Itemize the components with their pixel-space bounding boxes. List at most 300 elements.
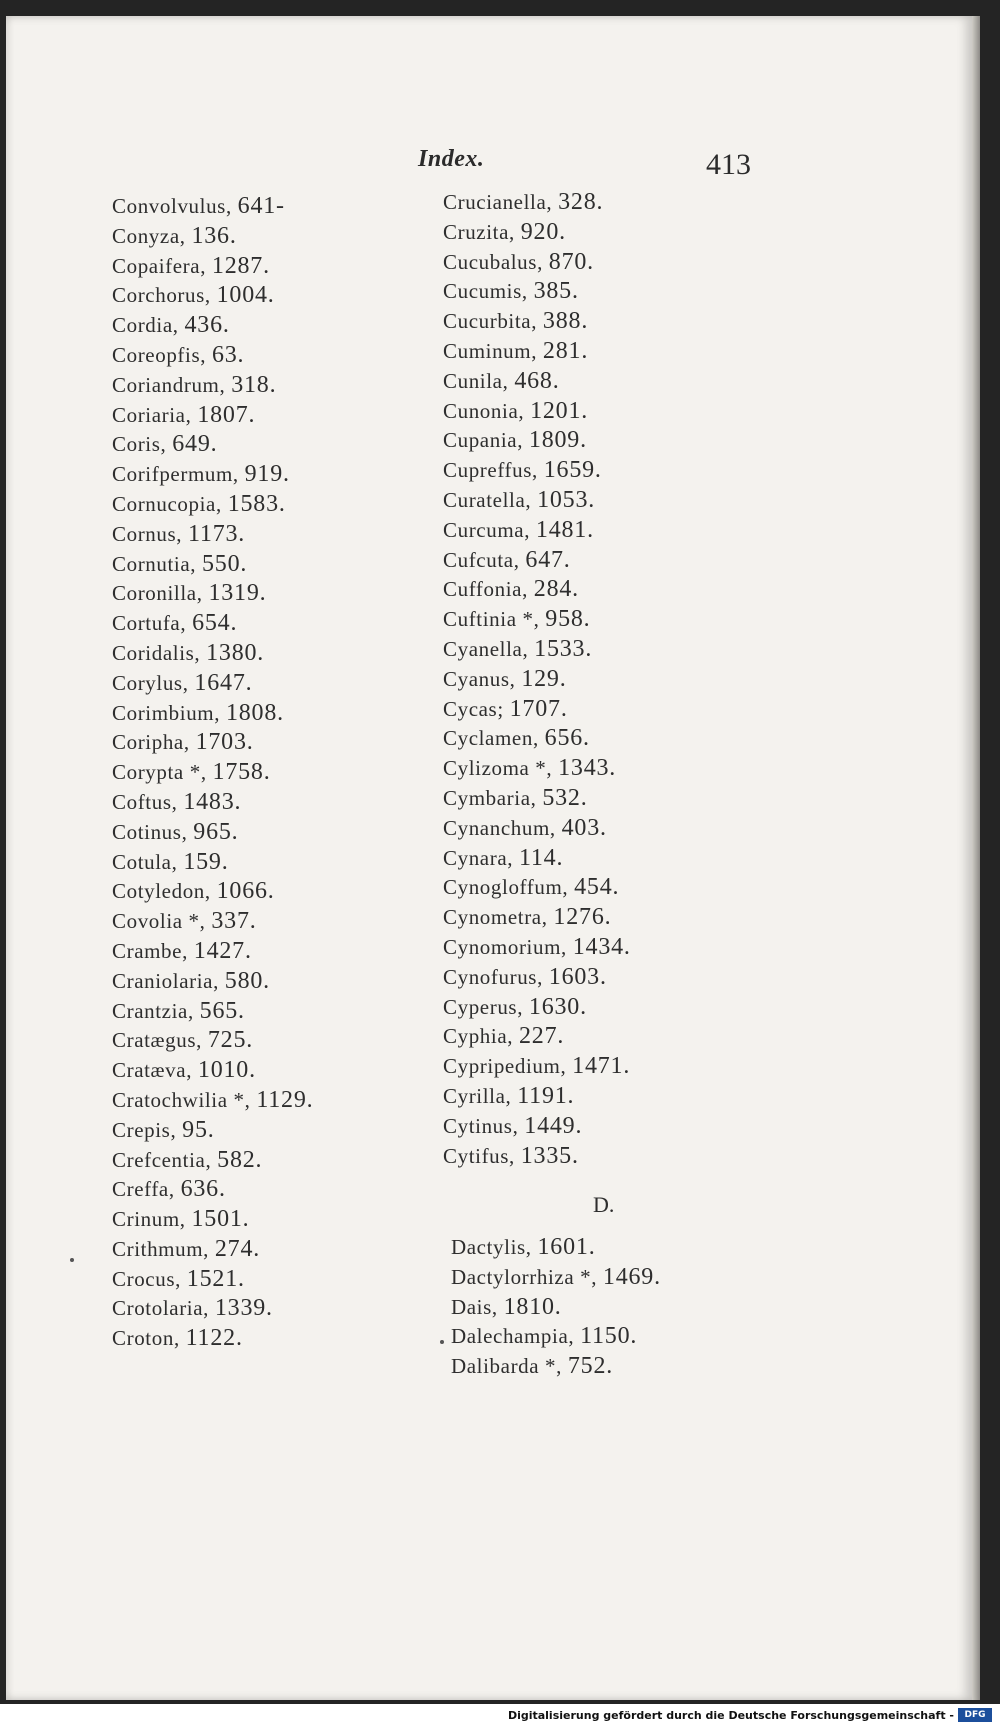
separator: , bbox=[179, 223, 192, 248]
index-term: Cuffonia bbox=[443, 577, 523, 602]
index-entry bbox=[443, 307, 631, 337]
index-term: Cordia bbox=[112, 313, 173, 338]
separator: , bbox=[524, 517, 536, 542]
page-reference: 284. bbox=[533, 576, 579, 603]
separator: , bbox=[225, 194, 238, 218]
index-entry bbox=[443, 635, 631, 665]
index-term: Dactylis bbox=[451, 1235, 526, 1259]
index-term: Cyanella bbox=[443, 636, 523, 661]
separator: , bbox=[179, 1207, 192, 1232]
index-term: Coripha bbox=[112, 730, 184, 755]
index-term: Crinum bbox=[112, 1207, 180, 1232]
index-term: Cyphia bbox=[443, 1024, 508, 1049]
separator: , bbox=[509, 666, 522, 691]
index-term: Coris bbox=[112, 432, 161, 457]
page-reference: 1603. bbox=[548, 963, 607, 990]
page-reference: 1471. bbox=[572, 1053, 631, 1080]
index-entry bbox=[443, 516, 631, 546]
page-reference: 1150. bbox=[580, 1323, 638, 1350]
separator: , bbox=[244, 1087, 257, 1112]
page-reference: 1630. bbox=[528, 993, 587, 1020]
page-reference: 582. bbox=[217, 1146, 263, 1173]
dfg-logo: DFG bbox=[958, 1708, 992, 1722]
separator: , bbox=[509, 1143, 521, 1168]
index-term: Copaifera bbox=[112, 253, 201, 278]
page-reference: 1427. bbox=[193, 937, 252, 964]
separator: , bbox=[232, 462, 245, 487]
page-reference: 227. bbox=[518, 1023, 565, 1050]
index-term: Crotolaria bbox=[112, 1296, 204, 1321]
separator: , bbox=[215, 491, 228, 516]
index-term: Cucumis bbox=[443, 279, 522, 304]
index-entry bbox=[112, 758, 313, 788]
page-reference: 1533. bbox=[534, 635, 593, 662]
page-reference: 1335. bbox=[520, 1142, 579, 1169]
separator: , bbox=[517, 994, 529, 1019]
page-reference: 1004. bbox=[216, 282, 275, 309]
page-reference: 436. bbox=[184, 312, 230, 339]
index-entry bbox=[443, 218, 631, 248]
index-entry bbox=[112, 609, 313, 639]
separator: , bbox=[525, 1235, 538, 1259]
index-entry bbox=[112, 1116, 313, 1146]
separator: , bbox=[507, 1024, 519, 1049]
index-term: Cynofurus bbox=[443, 964, 538, 989]
index-term: Dais bbox=[451, 1294, 492, 1319]
page-reference: 1173. bbox=[187, 520, 246, 547]
index-entry bbox=[443, 397, 631, 427]
index-term: Cortufa bbox=[112, 611, 181, 636]
separator: , bbox=[502, 368, 515, 393]
index-entry bbox=[112, 728, 313, 758]
index-entry bbox=[112, 639, 313, 669]
index-term: Conyza bbox=[112, 223, 180, 248]
page-reference: 725. bbox=[207, 1027, 254, 1054]
index-entry bbox=[112, 192, 313, 222]
index-entry bbox=[443, 367, 631, 397]
separator: , bbox=[522, 636, 535, 661]
page-reference: 1601. bbox=[537, 1234, 596, 1260]
separator: , bbox=[532, 726, 545, 751]
index-entry bbox=[443, 1052, 631, 1082]
page-reference: 274. bbox=[214, 1235, 261, 1262]
page-reference: 1809. bbox=[528, 427, 587, 454]
index-entry bbox=[443, 277, 631, 307]
page-reference: 1343. bbox=[558, 755, 617, 782]
separator: , bbox=[530, 785, 543, 810]
index-entry bbox=[112, 430, 313, 460]
index-term: Cuftinia * bbox=[443, 607, 534, 632]
index-entry bbox=[112, 1175, 313, 1205]
separator: , bbox=[549, 815, 562, 840]
page-reference: 1287. bbox=[211, 252, 270, 279]
index-term: Cyanus bbox=[443, 666, 510, 691]
page-reference: 1449. bbox=[524, 1112, 583, 1139]
index-entry bbox=[112, 967, 313, 997]
index-column-left bbox=[112, 192, 313, 1354]
index-term: Curatella bbox=[443, 487, 526, 512]
index-term: Coriandrum bbox=[112, 372, 220, 397]
index-entry bbox=[112, 1205, 313, 1235]
separator: , bbox=[185, 402, 198, 427]
index-term: Cratægus bbox=[112, 1028, 197, 1053]
index-term: Coronilla bbox=[112, 581, 197, 606]
index-entry bbox=[451, 1293, 661, 1323]
page-reference: 919. bbox=[244, 461, 290, 488]
separator: , bbox=[203, 1236, 215, 1261]
separator: , bbox=[196, 1028, 208, 1053]
page-reference: 403. bbox=[561, 814, 607, 841]
index-entry bbox=[112, 907, 313, 937]
index-entry bbox=[443, 844, 631, 874]
ink-speck bbox=[440, 1340, 444, 1344]
index-entry bbox=[112, 788, 313, 818]
page-reference: 1053. bbox=[537, 486, 596, 513]
separator: , bbox=[186, 1058, 198, 1083]
page-reference: 1647. bbox=[194, 669, 253, 696]
index-entry bbox=[443, 1142, 631, 1172]
page-reference: 649. bbox=[172, 431, 218, 458]
page-reference: 1469. bbox=[602, 1263, 661, 1290]
separator: , bbox=[171, 789, 184, 814]
index-entry bbox=[443, 784, 631, 814]
separator: , bbox=[200, 253, 212, 278]
page-reference: 965. bbox=[193, 818, 239, 845]
index-column-right bbox=[443, 188, 631, 1171]
index-entry bbox=[112, 1235, 313, 1265]
index-entry bbox=[443, 1112, 631, 1142]
index-entry bbox=[443, 426, 631, 456]
index-entry bbox=[112, 579, 313, 609]
separator: , bbox=[219, 372, 232, 397]
index-term: Cornutia bbox=[112, 551, 191, 576]
page-reference: 1380. bbox=[206, 639, 265, 666]
index-term: Cypripedium bbox=[443, 1054, 561, 1079]
page-reference: 1066. bbox=[216, 878, 275, 905]
page-reference: 641- bbox=[237, 193, 285, 219]
index-term: Coridalis bbox=[112, 640, 195, 665]
index-term: Crambe bbox=[112, 938, 183, 963]
index-term: Cucubalus bbox=[443, 249, 538, 274]
separator: , bbox=[531, 309, 543, 334]
page-reference: 454. bbox=[574, 874, 620, 901]
index-term: Cynanchum bbox=[443, 815, 550, 840]
separator: , bbox=[183, 730, 196, 755]
index-term: Cymbaria bbox=[443, 785, 531, 810]
index-term: Cotyledon bbox=[112, 879, 205, 904]
index-entry bbox=[443, 188, 631, 218]
index-term: Curcuma bbox=[443, 517, 525, 542]
page-reference: 1521. bbox=[186, 1265, 245, 1292]
index-entry bbox=[112, 1324, 313, 1354]
page-edge bbox=[972, 16, 980, 1700]
separator: , bbox=[203, 1296, 215, 1321]
index-entry bbox=[112, 1294, 313, 1324]
index-entry bbox=[443, 724, 631, 754]
separator: ; bbox=[497, 696, 510, 721]
page-reference: 654. bbox=[192, 610, 238, 637]
page-reference: 958. bbox=[545, 606, 591, 633]
index-entry bbox=[443, 754, 631, 784]
separator: , bbox=[556, 1354, 568, 1379]
page-reference: 129. bbox=[521, 665, 567, 692]
page-reference: 1010. bbox=[197, 1057, 256, 1084]
page-reference: 1501. bbox=[191, 1206, 250, 1233]
separator: , bbox=[204, 879, 217, 904]
page-reference: 1659. bbox=[543, 457, 602, 484]
page-reference: 1129. bbox=[256, 1086, 314, 1113]
separator: , bbox=[513, 547, 526, 572]
index-term: Cratæva bbox=[112, 1058, 187, 1083]
footer-credit-text: Digitalisierung gefördert durch die Deutsche Forschungsgemeinschaft - bbox=[507, 1709, 954, 1722]
index-term: Cytifus bbox=[443, 1143, 510, 1168]
separator: , bbox=[214, 700, 226, 725]
page-reference: 532. bbox=[542, 784, 588, 811]
page-reference: 1583. bbox=[227, 490, 286, 517]
index-term: Cupreffus bbox=[443, 458, 533, 483]
index-term: Crucianella bbox=[443, 190, 547, 214]
page-reference: 468. bbox=[514, 367, 560, 394]
page-reference: 1434. bbox=[572, 933, 631, 960]
separator: , bbox=[173, 1326, 186, 1351]
page-reference: 870. bbox=[548, 248, 594, 275]
separator: , bbox=[507, 845, 519, 870]
separator: , bbox=[491, 1294, 504, 1319]
index-term: Crocus bbox=[112, 1266, 176, 1291]
index-entry bbox=[112, 341, 313, 371]
index-term: Dalechampia bbox=[451, 1324, 569, 1349]
index-term: Cratochwilia * bbox=[112, 1087, 245, 1112]
index-entry bbox=[112, 490, 313, 520]
separator: , bbox=[196, 581, 209, 606]
index-entry bbox=[443, 486, 631, 516]
index-term: Cynogloffum bbox=[443, 875, 563, 900]
separator: , bbox=[194, 640, 207, 665]
page-reference: 337. bbox=[211, 908, 257, 935]
separator: , bbox=[537, 249, 549, 274]
ink-speck bbox=[70, 1258, 74, 1262]
page-reference: 385. bbox=[533, 278, 579, 305]
index-term: Dalibarda * bbox=[451, 1354, 557, 1379]
index-term: Crantzia bbox=[112, 998, 188, 1023]
page-reference: 328. bbox=[558, 189, 604, 215]
index-term: Corylus bbox=[112, 670, 183, 695]
separator: , bbox=[568, 1324, 581, 1349]
separator: , bbox=[180, 611, 193, 636]
index-term: Cycas bbox=[443, 696, 498, 721]
index-entry bbox=[112, 818, 313, 848]
separator: , bbox=[170, 1117, 183, 1142]
index-entry bbox=[443, 695, 631, 725]
page-reference: 647. bbox=[525, 546, 571, 573]
page-reference: 1758. bbox=[212, 759, 271, 786]
separator: , bbox=[176, 521, 188, 546]
index-term: Coreopfis bbox=[112, 342, 201, 367]
index-entry bbox=[443, 575, 631, 605]
index-entry bbox=[443, 1082, 631, 1112]
separator: , bbox=[204, 283, 217, 308]
index-entry bbox=[443, 546, 631, 576]
separator: , bbox=[512, 1113, 525, 1138]
separator: , bbox=[200, 760, 213, 785]
page-reference: 550. bbox=[202, 550, 248, 577]
separator: , bbox=[531, 338, 543, 363]
separator: , bbox=[560, 1054, 573, 1079]
separator: , bbox=[509, 219, 521, 244]
index-term: Cynometra bbox=[443, 905, 542, 930]
separator: , bbox=[521, 279, 534, 304]
separator: , bbox=[541, 905, 554, 930]
index-term: Corchorus bbox=[112, 283, 205, 308]
index-term: Cunonia bbox=[443, 398, 519, 423]
index-term: Cyrilla bbox=[443, 1083, 506, 1108]
separator: , bbox=[182, 670, 195, 695]
index-entry bbox=[112, 669, 313, 699]
page-reference: 1201. bbox=[530, 397, 589, 424]
separator: , bbox=[200, 342, 212, 367]
separator: , bbox=[182, 938, 194, 963]
index-term: Cufcuta bbox=[443, 547, 514, 572]
index-entry bbox=[443, 993, 631, 1023]
page-reference: 114. bbox=[518, 844, 564, 871]
index-term: Corifpermum bbox=[112, 462, 233, 487]
page-reference: 1319. bbox=[208, 580, 267, 607]
index-entry bbox=[112, 252, 313, 282]
page-reference: 95. bbox=[182, 1116, 215, 1143]
page-reference: 1810. bbox=[503, 1293, 562, 1320]
page-reference: 1807. bbox=[197, 401, 256, 428]
page-reference: 1707. bbox=[509, 695, 568, 722]
separator: , bbox=[525, 487, 538, 512]
index-entry bbox=[451, 1322, 661, 1352]
index-term: Cynara bbox=[443, 845, 508, 870]
index-term: Covolia * bbox=[112, 909, 200, 934]
index-term: Cruzita bbox=[443, 219, 510, 244]
separator: , bbox=[172, 313, 185, 338]
separator: , bbox=[522, 577, 534, 602]
index-entry bbox=[443, 665, 631, 695]
page-reference: 1122. bbox=[185, 1325, 243, 1352]
index-term: Corypta * bbox=[112, 760, 201, 785]
separator: , bbox=[591, 1264, 603, 1289]
separator: , bbox=[199, 909, 212, 934]
index-term: Dactylorrhiza * bbox=[451, 1264, 592, 1289]
index-entry bbox=[451, 1263, 661, 1293]
index-entry bbox=[112, 222, 313, 252]
page-number: 413 bbox=[706, 148, 751, 181]
index-term: Cunila bbox=[443, 368, 503, 393]
index-entry bbox=[112, 311, 313, 341]
index-entry bbox=[443, 873, 631, 903]
page-reference: 136. bbox=[191, 222, 237, 249]
separator: , bbox=[546, 756, 559, 781]
page-reference: 388. bbox=[542, 308, 589, 335]
index-entry bbox=[443, 248, 631, 278]
index-term: Coftus bbox=[112, 789, 172, 814]
index-entry bbox=[443, 456, 631, 486]
separator: , bbox=[537, 964, 549, 989]
index-entry bbox=[443, 933, 631, 963]
index-entry bbox=[112, 1086, 313, 1116]
page-reference: 920. bbox=[520, 218, 566, 245]
separator: , bbox=[213, 968, 225, 993]
index-term: Corimbium bbox=[112, 700, 215, 725]
index-entry bbox=[112, 1056, 313, 1086]
index-term: Cucurbita bbox=[443, 309, 532, 334]
page-reference: 1276. bbox=[553, 904, 612, 931]
index-entry bbox=[112, 937, 313, 967]
index-entry bbox=[112, 550, 313, 580]
index-term: Coriaria bbox=[112, 402, 186, 427]
separator: , bbox=[532, 458, 544, 483]
index-term: Crefcentia bbox=[112, 1147, 206, 1172]
index-entry bbox=[112, 281, 313, 311]
page-reference: 1703. bbox=[195, 729, 254, 756]
separator: , bbox=[505, 1083, 518, 1108]
index-term: Cylizoma * bbox=[443, 756, 547, 781]
running-header: Index. bbox=[418, 146, 485, 172]
index-entry bbox=[443, 963, 631, 993]
index-term: Creffa bbox=[112, 1177, 169, 1202]
separator: , bbox=[190, 551, 202, 576]
section-heading-d: D. bbox=[593, 1192, 615, 1217]
index-term: Crithmum bbox=[112, 1236, 204, 1261]
separator: , bbox=[205, 1147, 218, 1172]
index-entry bbox=[443, 814, 631, 844]
index-term: Cotula bbox=[112, 849, 172, 874]
page-reference: 636. bbox=[180, 1176, 226, 1203]
index-term: Cynomorium bbox=[443, 934, 562, 959]
separator: , bbox=[562, 875, 575, 900]
page-reference: 580. bbox=[224, 967, 270, 994]
separator: , bbox=[175, 1266, 187, 1291]
separator: , bbox=[187, 998, 200, 1023]
index-term: Convolvulus bbox=[112, 194, 226, 218]
page-reference: 656. bbox=[544, 725, 590, 752]
index-term: Cornucopia bbox=[112, 491, 216, 516]
index-entry bbox=[112, 877, 313, 907]
index-entry bbox=[112, 1026, 313, 1056]
separator: , bbox=[561, 934, 573, 959]
index-entry bbox=[112, 460, 313, 490]
index-entry bbox=[112, 520, 313, 550]
page-reference: 1339. bbox=[214, 1295, 273, 1322]
index-entry bbox=[112, 1146, 313, 1176]
separator: , bbox=[533, 607, 546, 632]
separator: , bbox=[160, 432, 173, 457]
page-reference: 281. bbox=[542, 337, 589, 364]
digitization-footer bbox=[0, 1704, 1000, 1727]
page-reference: 159. bbox=[183, 848, 229, 875]
index-entry bbox=[443, 337, 631, 367]
index-term: Cotinus bbox=[112, 819, 182, 844]
index-term: Crepis bbox=[112, 1117, 171, 1142]
page-reference: 1808. bbox=[225, 699, 284, 726]
page-reference: 1481. bbox=[535, 516, 594, 543]
index-term: Cyclamen bbox=[443, 726, 533, 751]
index-term: Craniolaria bbox=[112, 968, 214, 993]
index-term: Cuminum bbox=[443, 338, 532, 363]
index-entry bbox=[112, 1265, 313, 1295]
index-entry bbox=[112, 997, 313, 1027]
page-reference: 752. bbox=[567, 1353, 614, 1380]
index-entry bbox=[112, 699, 313, 729]
index-entry bbox=[112, 848, 313, 878]
separator: , bbox=[168, 1177, 181, 1202]
index-entry bbox=[443, 1022, 631, 1052]
page-reference: 1191. bbox=[517, 1082, 575, 1109]
index-entry bbox=[112, 401, 313, 431]
